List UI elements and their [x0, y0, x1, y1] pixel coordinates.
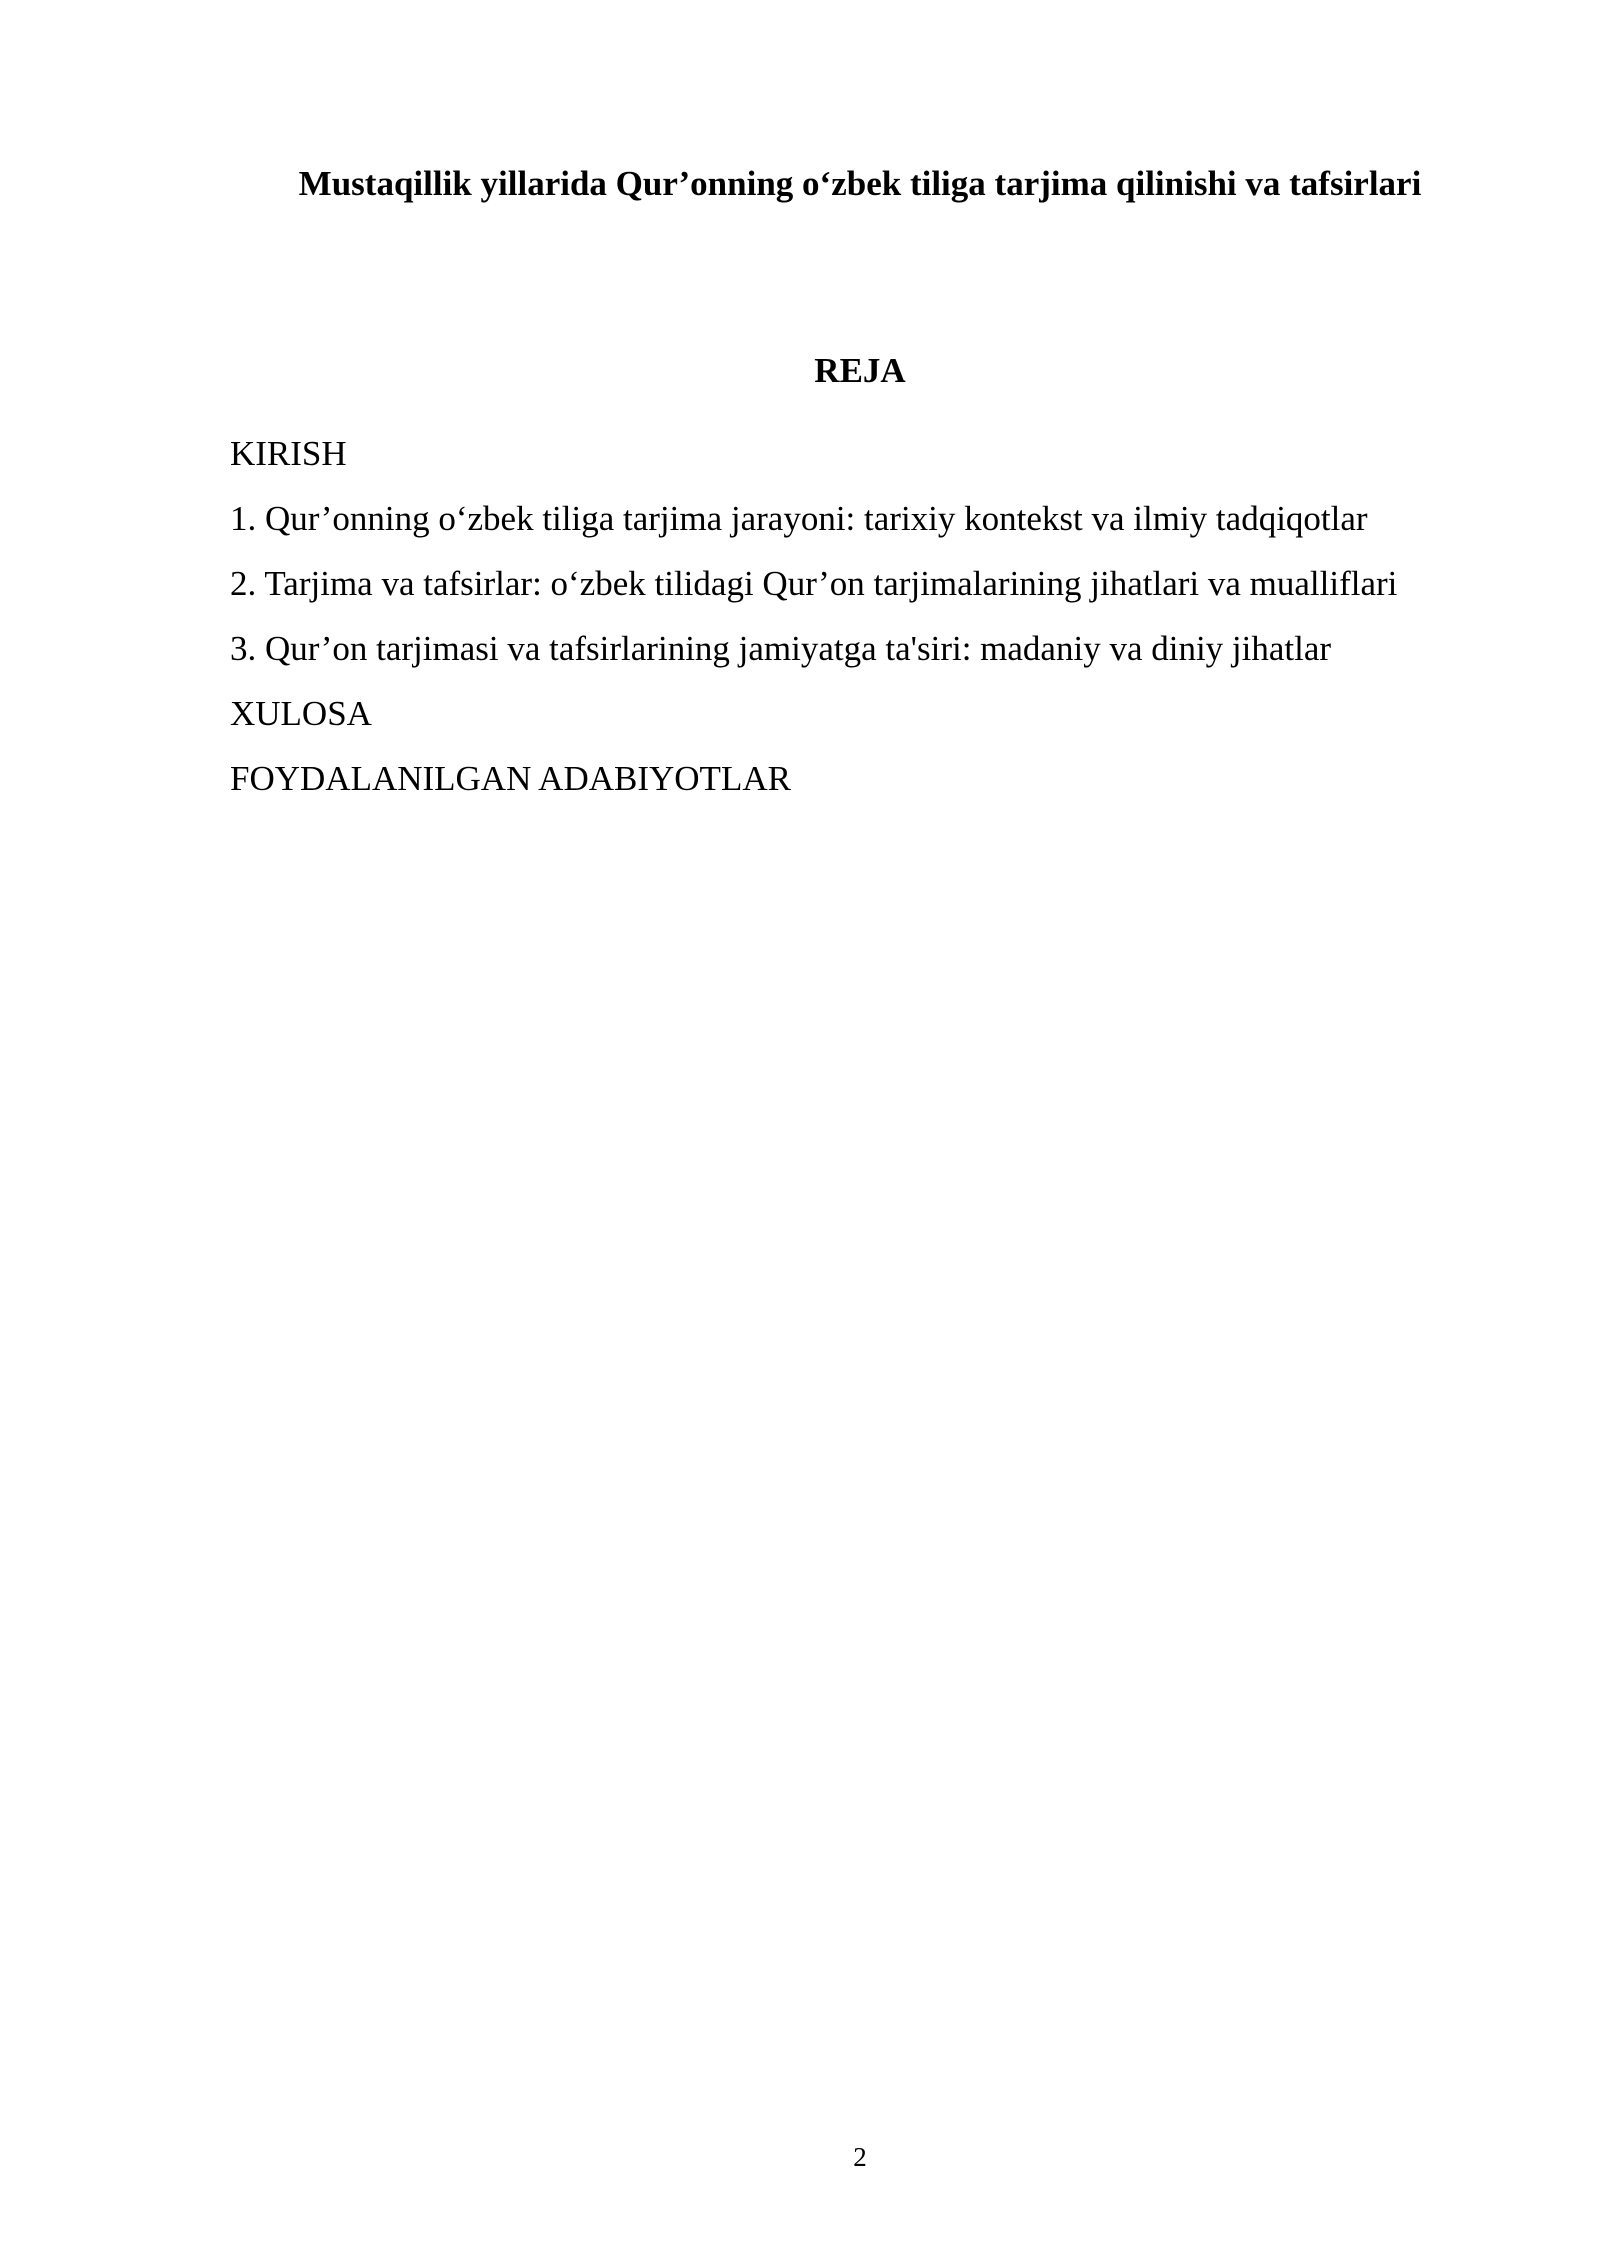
plan-item-1: 1. Qur’onning o‘zbek tiliga tarjima jarayoni: tarixiy kontekst va ilmiy tadqiqotlar [230, 499, 1368, 538]
plan-item-conclusion: XULOSA [230, 694, 372, 733]
plan-heading: REJA [814, 351, 906, 390]
document-title: Mustaqillik yillarida Qur’onning o‘zbek tiliga tarjima qilinishi va tafsirlari [298, 164, 1422, 203]
plan-item-2: 2. Tarjima va tafsirlar: o‘zbek tilidagi Qur’on tarjimalarining jihatlari va mualliflari [230, 564, 1398, 603]
plan-item-introduction: KIRISH [230, 434, 347, 473]
plan-list [230, 421, 1397, 811]
page-number: 2 [853, 2142, 867, 2172]
plan-item-3: 3. Qur’on tarjimasi va tafsirlarining jamiyatga ta'siri: madaniy va diniy jihatlar [230, 629, 1332, 668]
plan-item-references: FOYDALANILGAN ADABIYOTLAR [230, 759, 791, 798]
